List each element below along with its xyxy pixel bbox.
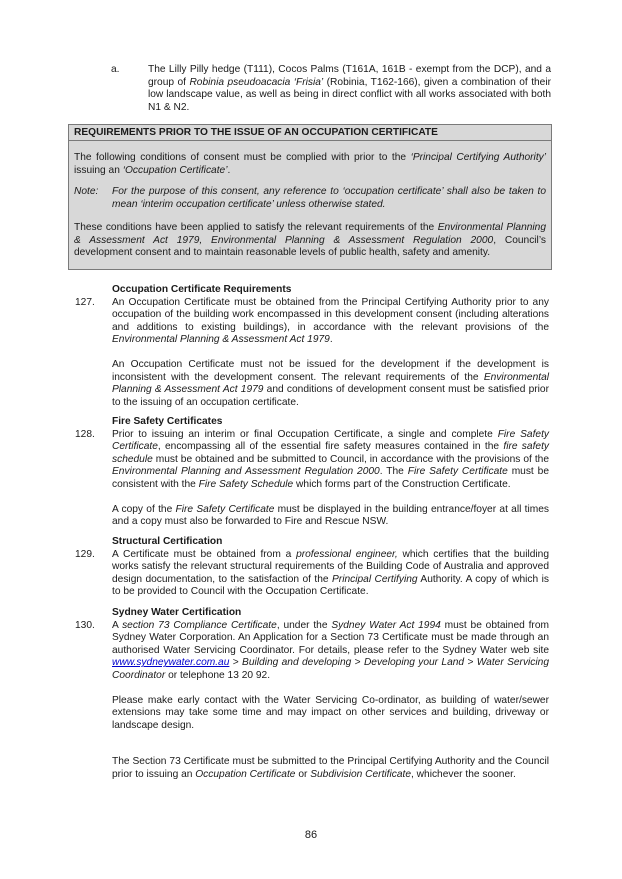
section-number: 129. (75, 548, 95, 560)
paragraph: Prior to issuing an interim or final Occupation Certificate, a single and complete Fire Safety Certificate, encompassing all of the essential fire safety measures contained in the fire safety schedule must be obtained and be submitted to Council, in accordance with the provisions of the Environmental Planning and Assessment Regulation 2000. The Fire Safety Certificate must be consistent with the Fire Safety Schedule which forms part of the Construction Certificate. (112, 428, 549, 490)
section-body (112, 297, 549, 410)
section-128 (75, 416, 549, 529)
section-body (112, 549, 549, 599)
section-130 (75, 607, 549, 782)
paragraph: A Certificate must be obtained from a professional engineer, which certifies that the building works satisfy the relevant structural requirements of the Building Code of Australia and approved design documentation, to the satisfaction of the Principal Certifying Authority. A copy of which is to be provided to Council with the Occupation Certificate. (112, 548, 549, 598)
paragraph: A section 73 Compliance Certificate, under the Sydney Water Act 1994 must be obtained from Sydney Water Corporation. An Application for a Section 73 Certificate must be made through an authorised Water Servicing Coordinator. For details, please refer to the Sydney Water web site www.sydneywater.com.au > Building and developing > Developing your Land > Water Servicing Coordinator or telephone 13 20 92. (112, 619, 549, 681)
list-item-a (111, 64, 551, 114)
requirements-box (68, 124, 552, 270)
section-number: 130. (75, 619, 95, 631)
section-heading: Sydney Water Certification (112, 607, 242, 618)
section-heading: Structural Certification (112, 536, 223, 547)
section-body (112, 429, 549, 529)
paragraph: A copy of the Fire Safety Certificate must be displayed in the building entrance/foyer at all times and a copy must also be forwarded to Fire and Rescue NSW. (112, 503, 549, 528)
note-text: For the purpose of this consent, any reference to ‘occupation certificate’ shall also be taken to mean ‘interim occupation certificate’ unless otherwise stated. (112, 186, 546, 210)
list-item-label: a. (111, 64, 120, 75)
sydney-water-link[interactable]: www.sydneywater.com.au (112, 657, 230, 669)
section-number: 128. (75, 428, 95, 440)
section-127 (75, 284, 549, 409)
box-title: REQUIREMENTS PRIOR TO THE ISSUE OF AN OCCUPATION CERTIFICATE (69, 125, 551, 141)
paragraph: An Occupation Certificate must be obtained from the Principal Certifying Authority prior to any occupation of the building work encompassed in this development consent (including alterations and additions to existing buildings), in accordance with the relevant provisions of the Environmental Planning & Assessment Act 1979. (112, 296, 549, 346)
section-number: 127. (75, 296, 95, 308)
paragraph: An Occupation Certificate must not be issued for the development if the development is inconsistent with the development consent. The relevant requirements of the Environmental Planning & Assessment Act 1979 and conditions of development consent must be satisfied prior to the issuing of an occupation certificate. (112, 358, 549, 408)
section-body (112, 620, 549, 782)
box-intro-paragraph: The following conditions of consent must be complied with prior to the ‘Principal Certifying Authority’ issuing an ‘Occupation Certificate’. (74, 152, 547, 176)
box-note (74, 186, 546, 211)
section-heading: Occupation Certificate Requirements (112, 284, 292, 295)
list-item-text: The Lilly Pilly hedge (T111), Cocos Palms (T161A, 161B - exempt from the DCP), and a group of Robinia pseudoacacia ‘Frisia’ (Robinia, T162-166), given a combination of their low landscape value, as well as being in direct conflict with all works associated with both N1 & N2. (148, 64, 552, 113)
paragraph: Please make early contact with the Water Servicing Co-ordinator, as building of water/sewer extensions may take some time and may impact on other services and building, driveway or landscape design. (112, 694, 549, 731)
page-number: 86 (304, 829, 318, 841)
box-conditions-paragraph: These conditions have been applied to satisfy the relevant requirements of the Environmental Planning & Assessment Act 1979, Environmental Planning & Assessment Regulation 2000, Council’s development consent and to maintain reasonable levels of public health, safety and amenity. (74, 222, 546, 259)
note-label: Note: (74, 186, 99, 197)
section-heading: Fire Safety Certificates (112, 416, 223, 427)
paragraph: The Section 73 Certificate must be submitted to the Principal Certifying Authority and the Council prior to issuing an Occupation Certificate or Subdivision Certificate, whichever the sooner. (112, 756, 549, 780)
section-129 (75, 536, 549, 599)
